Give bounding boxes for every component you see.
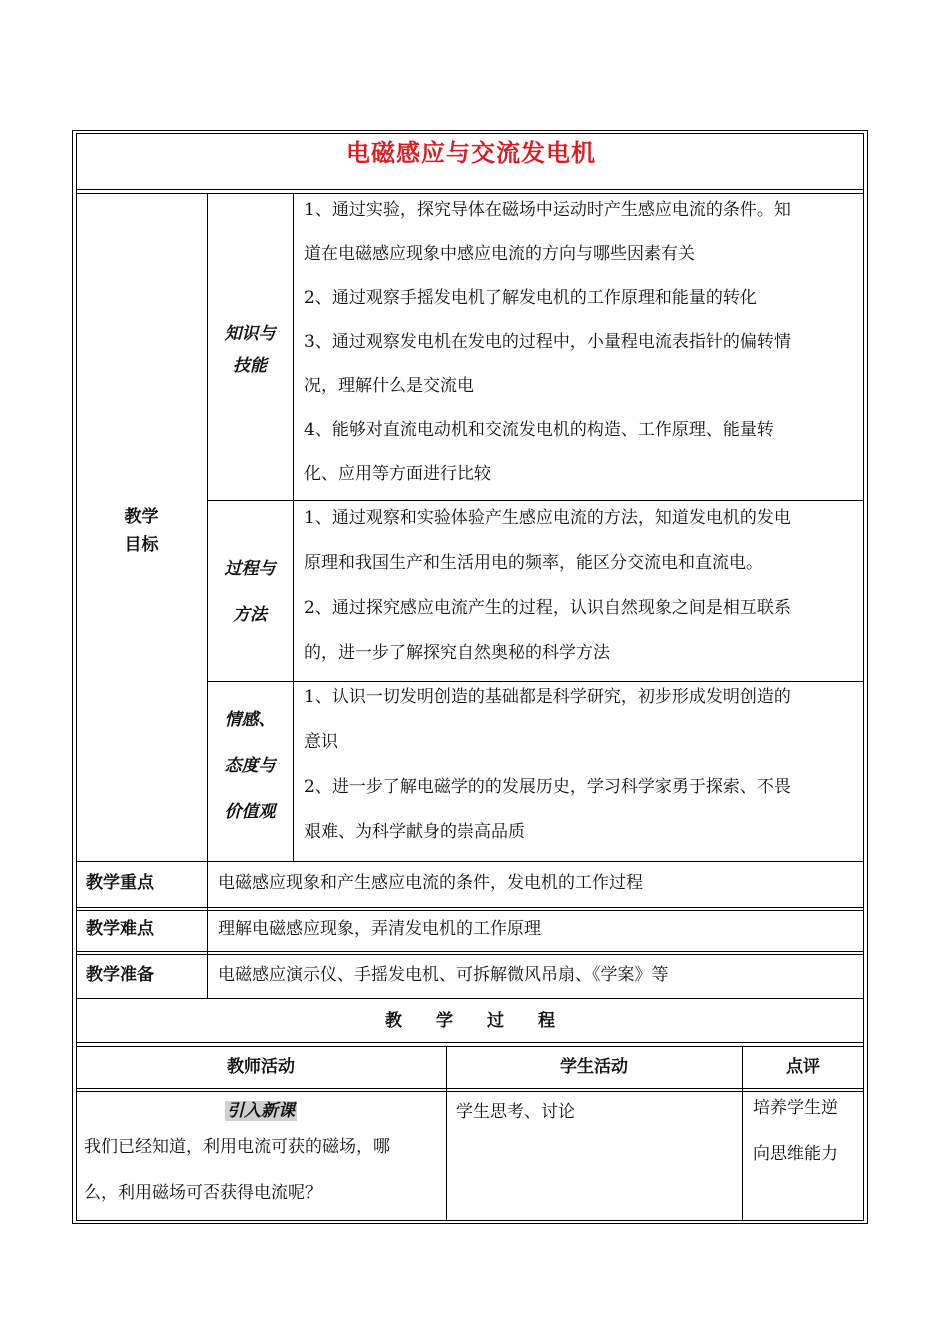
divider [76, 998, 864, 999]
process-label: 过程与 方法 [224, 559, 276, 625]
knowledge-content: 1、通过实验，探究导体在磁场中运动时产生感应电流的条件。知 道在电磁感应现象中感应电流的方向与哪些因素有关 2、通过观察手摇发电机了解发电机的工作原理和能量的转化 3、通过观察发电机在发电的过程中，小量程电流表指针的偏转情 况，理解什么是交流电 4、能够对直流电动机和交流发电机的构造、工作原理、能量转 化、应用等方面进行比较 [304, 200, 791, 484]
key-point-text: 电磁感应现象和产生感应电流的条件，发电机的工作过程 [218, 873, 643, 893]
column-student: 学生活动 [560, 1057, 628, 1077]
divider [76, 1091, 864, 1092]
key-point-label: 教学重点 [86, 873, 154, 893]
divider [76, 954, 864, 955]
preparation-text: 电磁感应演示仪、手摇发电机、可拆解微风吊扇、《学案》等 [218, 965, 669, 985]
emotion-content: 1、认识一切发明创造的基础都是科学研究，初步形成发明创造的 意识 2、进一步了解电磁学的的发展历史，学习科学家勇于探索、不畏 艰难、为科学献身的崇高品质 [304, 687, 791, 842]
knowledge-label: 知识与 技能 [224, 324, 276, 376]
teacher-activity: 我们已经知道，利用电流可获的磁场，哪 么，利用磁场可否获得电流呢？ [84, 1137, 390, 1203]
objectives-label: 教学 目标 [124, 507, 159, 555]
divider [76, 910, 864, 911]
row-heading [76, 1096, 446, 1121]
page-title: 电磁感应与交流发电机 [346, 138, 596, 167]
difficulty-text: 理解电磁感应现象，弄清发电机的工作原理 [218, 919, 541, 939]
process-content: 1、通过观察和实验体验产生感应电流的方法，知道发电机的发电 原理和我国生产和生活用电的频率，能区分交流电和直流电。 2、通过探究感应电流产生的过程，认识自然现象之间是相互联系 的，进一步了解探究自然奥秘的科学方法 [304, 508, 791, 663]
difficulty-label: 教学难点 [86, 919, 154, 939]
divider [293, 193, 294, 861]
preparation-label: 教学准备 [86, 965, 154, 985]
row-heading-text: 引入新课 [227, 1101, 295, 1121]
emotion-label: 情感、 态度与 价值观 [224, 710, 276, 822]
divider [76, 1042, 864, 1043]
divider [76, 1088, 864, 1089]
comment: 培养学生逆 向思维能力 [753, 1098, 838, 1164]
column-teacher: 教师活动 [227, 1057, 295, 1077]
divider [76, 861, 864, 862]
divider [76, 951, 864, 952]
student-activity: 学生思考、讨论 [456, 1102, 575, 1122]
divider [76, 907, 864, 908]
column-comment: 点评 [786, 1057, 820, 1077]
divider [76, 1046, 864, 1047]
process-header: 教 学 过 程 [385, 1011, 555, 1031]
